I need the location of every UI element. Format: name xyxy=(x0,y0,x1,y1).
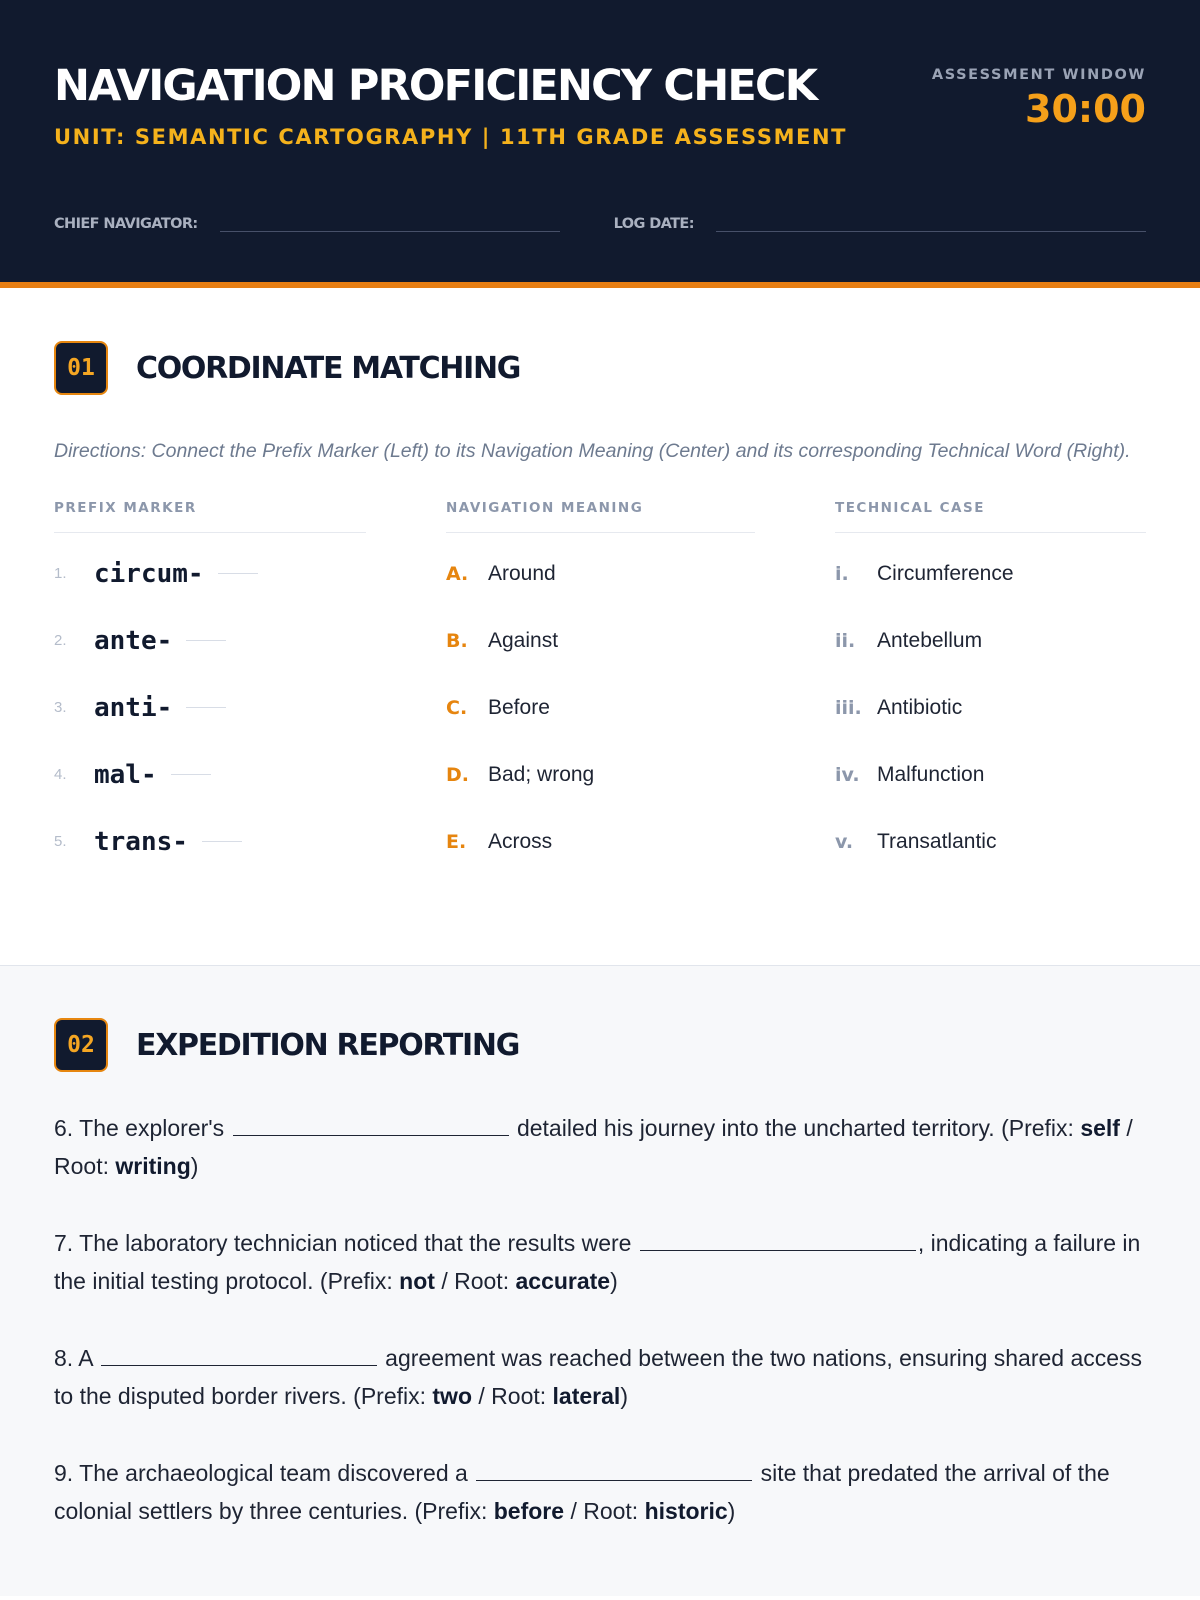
connector-line xyxy=(218,573,258,574)
section-coordinate-matching xyxy=(0,288,1200,966)
assessment-timer xyxy=(932,67,1146,131)
meaning-letter: A. xyxy=(446,562,469,585)
connector-line xyxy=(171,774,211,775)
question-item xyxy=(54,1110,1149,1185)
column-header-prefix: PREFIX MARKER xyxy=(54,500,366,533)
question-text: , indicating a failure in the initial testing protocol. (Prefix: xyxy=(54,1230,1141,1294)
prefix-row xyxy=(54,808,366,875)
page-subtitle: UNIT: SEMANTIC CARTOGRAPHY | 11TH GRADE ASSESSMENT xyxy=(54,125,848,149)
item-number: 5. xyxy=(54,833,67,850)
roman-numeral: i. xyxy=(835,562,849,585)
question-list xyxy=(54,1110,1146,1530)
meaning-text: Bad; wrong xyxy=(488,762,595,786)
prefix-row xyxy=(54,607,366,674)
timer-value: 30:00 xyxy=(1025,87,1146,131)
timer-label: ASSESSMENT WINDOW xyxy=(931,67,1146,83)
meaning-letter: C. xyxy=(446,696,468,719)
connector-line xyxy=(186,707,226,708)
prefix-term: mal- xyxy=(94,759,157,790)
prefix-hint: not xyxy=(399,1267,435,1294)
item-number: 2. xyxy=(54,632,67,649)
section-title: EXPEDITION REPORTING xyxy=(136,1027,520,1063)
chief-navigator-input[interactable] xyxy=(220,204,560,232)
section-expedition-reporting xyxy=(0,966,1200,1596)
header-fields xyxy=(54,204,1146,232)
section-number-badge: 01 xyxy=(54,341,108,395)
meaning-row xyxy=(446,607,755,674)
chief-navigator-label: CHIEF NAVIGATOR: xyxy=(54,216,198,232)
meaning-text: Against xyxy=(488,628,559,652)
page-title: NAVIGATION PROFICIENCY CHECK xyxy=(54,61,817,111)
directions-text: Directions: Connect the Prefix Marker (Left) to its Navigation Meaning (Center) and its corresponding Technical Word (Right). xyxy=(54,440,1131,462)
technical-row xyxy=(835,808,1146,875)
root-hint-label: / Root: xyxy=(441,1267,510,1294)
question-item xyxy=(54,1340,1149,1415)
meaning-text: Around xyxy=(488,561,556,585)
column-header-meaning: NAVIGATION MEANING xyxy=(446,500,755,533)
root-hint: writing xyxy=(115,1152,191,1179)
prefix-hint: two xyxy=(432,1382,472,1409)
closing-paren: ) xyxy=(620,1382,628,1409)
prefix-term: trans- xyxy=(94,826,188,857)
root-hint: historic xyxy=(644,1497,728,1524)
question-item xyxy=(54,1455,1149,1530)
question-text: site that predated the arrival of the colonial settlers by three centuries. (Prefix: xyxy=(54,1460,1110,1524)
connector-line xyxy=(186,640,226,641)
technical-word: Antibiotic xyxy=(877,695,963,719)
prefix-column xyxy=(54,500,366,875)
meaning-letter: B. xyxy=(446,629,468,652)
question-text: agreement was reached between the two nations, ensuring shared access to the disputed border rivers. (Prefix: xyxy=(54,1345,1143,1409)
meaning-text: Across xyxy=(488,829,553,853)
assessment-header xyxy=(0,0,1200,288)
section-header xyxy=(54,341,1146,395)
meaning-text: Before xyxy=(488,695,550,719)
prefix-hint: self xyxy=(1080,1115,1120,1141)
meaning-letter: D. xyxy=(446,763,469,786)
prefix-term: anti- xyxy=(94,692,173,723)
section-title: COORDINATE MATCHING xyxy=(136,350,521,386)
answer-blank[interactable] xyxy=(640,1229,916,1251)
root-hint-label: / Root: xyxy=(478,1382,547,1409)
technical-column xyxy=(835,500,1146,875)
question-text: detailed his journey into the uncharted territory. (Prefix: xyxy=(516,1115,1074,1141)
item-number: 1. xyxy=(54,565,67,582)
root-hint-label: / Root: xyxy=(570,1497,639,1524)
item-number: 3. xyxy=(54,699,67,716)
question-text: 6. The explorer's xyxy=(54,1115,225,1141)
prefix-term: ante- xyxy=(94,625,173,656)
log-date-input[interactable] xyxy=(716,204,1146,232)
root-hint: lateral xyxy=(552,1382,621,1409)
question-text: 7. The laboratory technician noticed that the results were xyxy=(54,1230,632,1256)
log-date-label: LOG DATE: xyxy=(613,216,694,232)
meaning-row xyxy=(446,540,755,607)
closing-paren: ) xyxy=(190,1152,199,1179)
meaning-row xyxy=(446,674,755,741)
technical-row xyxy=(835,741,1146,808)
prefix-hint: before xyxy=(493,1497,565,1524)
technical-row xyxy=(835,674,1146,741)
chief-navigator-field xyxy=(54,204,560,232)
log-date-field xyxy=(614,204,1146,232)
closing-paren: ) xyxy=(727,1497,736,1524)
question-text: 8. A xyxy=(54,1345,93,1371)
roman-numeral: iv. xyxy=(835,763,860,786)
technical-word: Transatlantic xyxy=(877,829,997,853)
column-header-technical: TECHNICAL CASE xyxy=(835,500,1146,533)
item-number: 4. xyxy=(54,766,67,783)
section-number-badge: 02 xyxy=(54,1018,108,1072)
meaning-row xyxy=(446,741,755,808)
question-item xyxy=(54,1225,1149,1300)
answer-blank[interactable] xyxy=(476,1459,752,1481)
technical-row xyxy=(835,607,1146,674)
technical-row xyxy=(835,540,1146,607)
prefix-row xyxy=(54,741,366,808)
closing-paren: ) xyxy=(610,1267,618,1294)
matching-table xyxy=(54,500,1146,875)
meaning-column xyxy=(446,500,755,875)
answer-blank[interactable] xyxy=(233,1114,509,1136)
question-text: 9. The archaeological team discovered a xyxy=(54,1460,468,1486)
technical-word: Circumference xyxy=(877,561,1014,585)
root-hint-label: / Root: xyxy=(54,1115,1133,1179)
technical-word: Malfunction xyxy=(877,762,985,786)
meaning-letter: E. xyxy=(446,830,467,853)
answer-blank[interactable] xyxy=(101,1344,377,1366)
roman-numeral: iii. xyxy=(835,696,862,719)
technical-word: Antebellum xyxy=(877,628,983,652)
roman-numeral: v. xyxy=(835,830,854,853)
section-header xyxy=(54,1018,1146,1072)
root-hint: accurate xyxy=(515,1267,611,1294)
roman-numeral: ii. xyxy=(835,629,856,652)
meaning-row xyxy=(446,808,755,875)
prefix-row xyxy=(54,674,366,741)
prefix-term: circum- xyxy=(94,558,204,589)
prefix-row xyxy=(54,540,366,607)
connector-line xyxy=(202,841,242,842)
